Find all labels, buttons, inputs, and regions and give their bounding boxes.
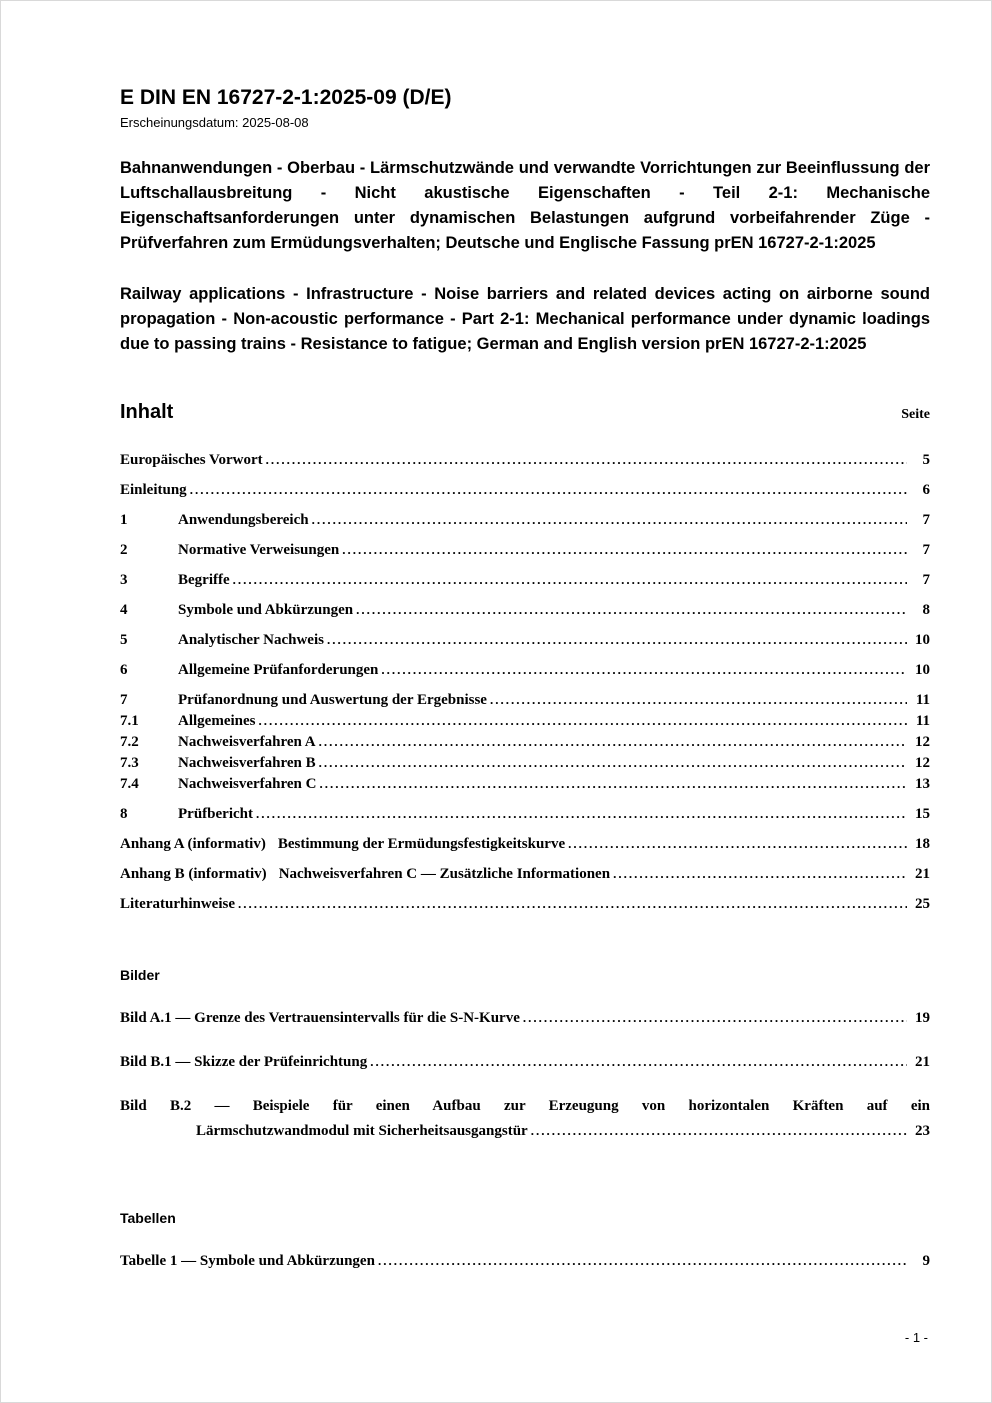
toc-entry[interactable] bbox=[120, 806, 930, 823]
toc-leader-dots bbox=[319, 734, 907, 750]
toc-entry-label: Nachweisverfahren C bbox=[178, 776, 317, 792]
toc-entry[interactable] bbox=[120, 755, 930, 772]
figure-entry-label: Bild A.1 — Grenze des Vertrauensintervalls für die S-N-Kurve bbox=[120, 1010, 520, 1026]
toc-entry[interactable] bbox=[120, 836, 930, 853]
toc-leader-dots bbox=[356, 602, 907, 618]
figure-entry-page: 23 bbox=[915, 1123, 930, 1139]
toc-entry-page: 7 bbox=[922, 572, 930, 588]
toc-entry[interactable] bbox=[120, 713, 930, 730]
toc-entry-page: 25 bbox=[915, 896, 930, 912]
page-number-footer: - 1 - bbox=[904, 1330, 928, 1345]
toc-leader-dots bbox=[319, 755, 907, 771]
figure-entry-page: 19 bbox=[915, 1010, 930, 1026]
figure-entry[interactable] bbox=[120, 1098, 930, 1140]
toc-entry[interactable] bbox=[120, 542, 930, 559]
toc-entry[interactable] bbox=[120, 776, 930, 793]
toc-entry-number: 4 bbox=[120, 602, 128, 618]
toc-entry-label: Begriffe bbox=[178, 572, 230, 588]
document-title-english: Railway applications - Infrastructure - Noise barriers and related devices acting on airborne sound propagation - Non-acoustic performance - Part 2-1: Mechanical performance under dynamic loadings due to passing trains - Resistance to fatigue; German and English version prEN 16727-2-1:2025 bbox=[120, 285, 930, 353]
toc-header-row bbox=[120, 401, 930, 424]
toc-leader-dots bbox=[342, 542, 907, 558]
toc-entry-label: Symbole und Abkürzungen bbox=[178, 602, 354, 618]
toc-entry-page: 10 bbox=[915, 662, 930, 678]
toc-entry-number: 5 bbox=[120, 632, 128, 648]
figure-entry-label-line2: Lärmschutzwandmodul mit Sicherheitsausgangstür bbox=[196, 1123, 528, 1139]
toc-entry[interactable] bbox=[120, 602, 930, 619]
toc-leader-dots bbox=[531, 1123, 907, 1139]
toc-entry-number: 2 bbox=[120, 542, 128, 558]
toc-entry-page: 5 bbox=[922, 452, 930, 468]
table-entry-page: 9 bbox=[922, 1253, 930, 1269]
toc-leader-dots bbox=[233, 572, 907, 588]
toc-entry-number: 7.2 bbox=[120, 734, 139, 750]
toc-entry-label: Europäisches Vorwort bbox=[120, 452, 263, 468]
toc-entry-page: 11 bbox=[915, 713, 930, 729]
toc-leader-dots bbox=[523, 1010, 907, 1026]
toc-entry-label: Bestimmung der Ermüdungsfestigkeitskurve bbox=[277, 836, 566, 852]
toc-entry-number: 7.1 bbox=[120, 713, 139, 729]
figures-list bbox=[120, 1010, 930, 1140]
toc-leader-dots bbox=[568, 836, 907, 852]
figure-entry[interactable] bbox=[120, 1054, 930, 1071]
toc-entry-number: 7 bbox=[120, 692, 128, 708]
toc-entry-number: 6 bbox=[120, 662, 128, 678]
tables-list bbox=[120, 1253, 930, 1270]
toc-entry-label: Normative Verweisungen bbox=[178, 542, 340, 558]
toc-entry-label: Analytischer Nachweis bbox=[178, 632, 324, 648]
toc-entry-label: Prüfbericht bbox=[178, 806, 253, 822]
figure-entry[interactable] bbox=[120, 1010, 930, 1027]
toc-entry-page: 13 bbox=[915, 776, 930, 792]
toc-entry-page: 11 bbox=[915, 692, 930, 708]
toc-entry[interactable] bbox=[120, 452, 930, 469]
toc-entry-page: 12 bbox=[915, 755, 930, 771]
toc-entry[interactable] bbox=[120, 512, 930, 529]
toc-entry-label: Einleitung bbox=[120, 482, 187, 498]
toc-entry-number: 3 bbox=[120, 572, 128, 588]
toc-entry-page: 8 bbox=[922, 602, 930, 618]
toc-entry-page: 7 bbox=[922, 512, 930, 528]
toc-entry-prefix: Anhang B (informativ) bbox=[120, 866, 267, 882]
toc-leader-dots bbox=[238, 896, 907, 912]
toc-leader-dots bbox=[319, 776, 907, 792]
toc-leader-dots bbox=[381, 662, 907, 678]
toc-leader-dots bbox=[327, 632, 907, 648]
toc-leader-dots bbox=[312, 512, 907, 528]
toc-entry-prefix: Anhang A (informativ) bbox=[120, 836, 266, 852]
figure-entry-label-line1: Bild B.2 — Beispiele für einen Aufbau zur Erzeugung von horizontalen Kräften auf ein bbox=[120, 1098, 930, 1114]
toc-entry[interactable] bbox=[120, 632, 930, 649]
document-title-german: Bahnanwendungen - Oberbau - Lärmschutzwände und verwandte Vorrichtungen zur Beeinflussung der Luftschallausbreitung - Nicht akustische Eigenschaften - Teil 2-1: Mechanische Eigenschaftsanforderungen unter dynamischen Belastungen aufgrund vorbeifahrender Züge - Prüfverfahren zum Ermüdungsverhalten; Deutsche und Englische Fassung prEN 16727-2-1:2025 bbox=[120, 159, 930, 252]
toc-entry-number: 8 bbox=[120, 806, 128, 822]
document-number: E DIN EN 16727-2-1:2025-09 (D/E) bbox=[120, 86, 452, 109]
toc-entry[interactable] bbox=[120, 896, 930, 913]
toc-leader-dots bbox=[266, 452, 907, 468]
toc-entry[interactable] bbox=[120, 866, 930, 883]
toc-heading: Inhalt bbox=[120, 401, 174, 423]
toc-entry-page: 15 bbox=[915, 806, 930, 822]
toc-entry[interactable] bbox=[120, 572, 930, 589]
toc-list bbox=[120, 452, 930, 913]
toc-leader-dots bbox=[190, 482, 907, 498]
toc-entry-label: Literaturhinweise bbox=[120, 896, 235, 912]
toc-entry[interactable] bbox=[120, 734, 930, 751]
toc-entry-page: 18 bbox=[915, 836, 930, 852]
publication-date: Erscheinungsdatum: 2025-08-08 bbox=[120, 115, 309, 130]
toc-leader-dots bbox=[370, 1054, 907, 1070]
toc-entry-number: 7.4 bbox=[120, 776, 139, 792]
toc-page-column-label: Seite bbox=[901, 407, 930, 422]
toc-entry-page: 6 bbox=[922, 482, 930, 498]
toc-leader-dots bbox=[378, 1253, 907, 1269]
table-entry-label: Tabelle 1 — Symbole und Abkürzungen bbox=[120, 1253, 375, 1269]
toc-entry-label: Nachweisverfahren C — Zusätzliche Informationen bbox=[278, 866, 611, 882]
toc-entry-label: Nachweisverfahren B bbox=[178, 755, 316, 771]
toc-entry[interactable] bbox=[120, 662, 930, 679]
toc-entry-label: Allgemeine Prüfanforderungen bbox=[178, 662, 379, 678]
figure-entry-label: Bild B.1 — Skizze der Prüfeinrichtung bbox=[120, 1054, 368, 1070]
table-entry[interactable] bbox=[120, 1253, 930, 1270]
figures-heading: Bilder bbox=[120, 967, 160, 983]
toc-entry-label: Nachweisverfahren A bbox=[178, 734, 316, 750]
toc-entry-page: 10 bbox=[915, 632, 930, 648]
toc-entry-page: 12 bbox=[915, 734, 930, 750]
tables-heading: Tabellen bbox=[120, 1210, 176, 1226]
toc-leader-dots bbox=[256, 806, 907, 822]
toc-entry-page: 21 bbox=[915, 866, 930, 882]
toc-entry-label: Anwendungsbereich bbox=[178, 512, 309, 528]
toc-leader-dots bbox=[258, 713, 907, 729]
toc-entry[interactable] bbox=[120, 692, 930, 709]
toc-entry-number: 1 bbox=[120, 512, 128, 528]
toc-entry-page: 7 bbox=[922, 542, 930, 558]
toc-leader-dots bbox=[613, 866, 907, 882]
toc-entry-label: Allgemeines bbox=[178, 713, 256, 729]
toc-entry-label: Prüfanordnung und Auswertung der Ergebnisse bbox=[178, 692, 487, 708]
toc-entry[interactable] bbox=[120, 482, 930, 499]
toc-leader-dots bbox=[490, 692, 907, 708]
toc-entry-number: 7.3 bbox=[120, 755, 139, 771]
figure-entry-page: 21 bbox=[915, 1054, 930, 1070]
